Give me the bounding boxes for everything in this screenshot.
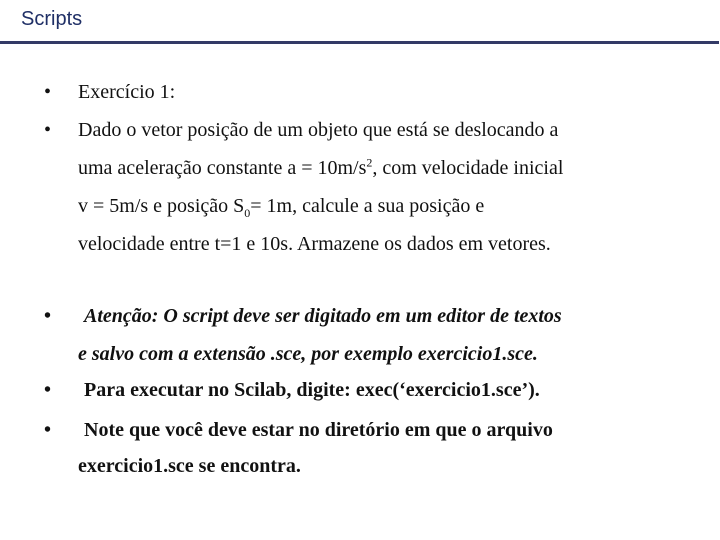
statement-line-2: uma aceleração constante $a = 10m/s^2$, com velocidade inicial: [78, 155, 564, 179]
attention-line-2: e salvo com a extensão .sce, por exemplo exercicio1.sce.: [78, 343, 538, 365]
bullet-dot: •: [44, 81, 52, 103]
exercise-heading: Exercício 1:: [78, 81, 176, 103]
slide-title: Scripts: [21, 8, 83, 30]
title-divider: [0, 41, 719, 44]
attention-line-1: Atenção: O script deve ser digitado em um editor de textos: [84, 305, 562, 327]
bullet-dot: •: [44, 419, 52, 441]
statement-line-3: v = 5m/s e posição $S_0= 1m$, calcule a sua posição e: [78, 195, 485, 220]
directory-line-2: exercicio1.sce se encontra.: [78, 455, 301, 477]
bullet-dot: •: [44, 119, 52, 141]
directory-line-1: Note que você deve estar no diretório em que o arquivo: [84, 419, 553, 441]
bullet-dot: •: [44, 305, 52, 327]
execute-instruction: Para executar no Scilab, digite: exec(‘exercicio1.sce’).: [84, 379, 540, 401]
bullet-dot: •: [44, 379, 52, 401]
statement-line-4: velocidade entre t=1 e 10s. Armazene os dados em vetores.: [78, 233, 551, 255]
statement-line-1: Dado o vetor posição de um objeto que está se deslocando a: [78, 119, 559, 141]
